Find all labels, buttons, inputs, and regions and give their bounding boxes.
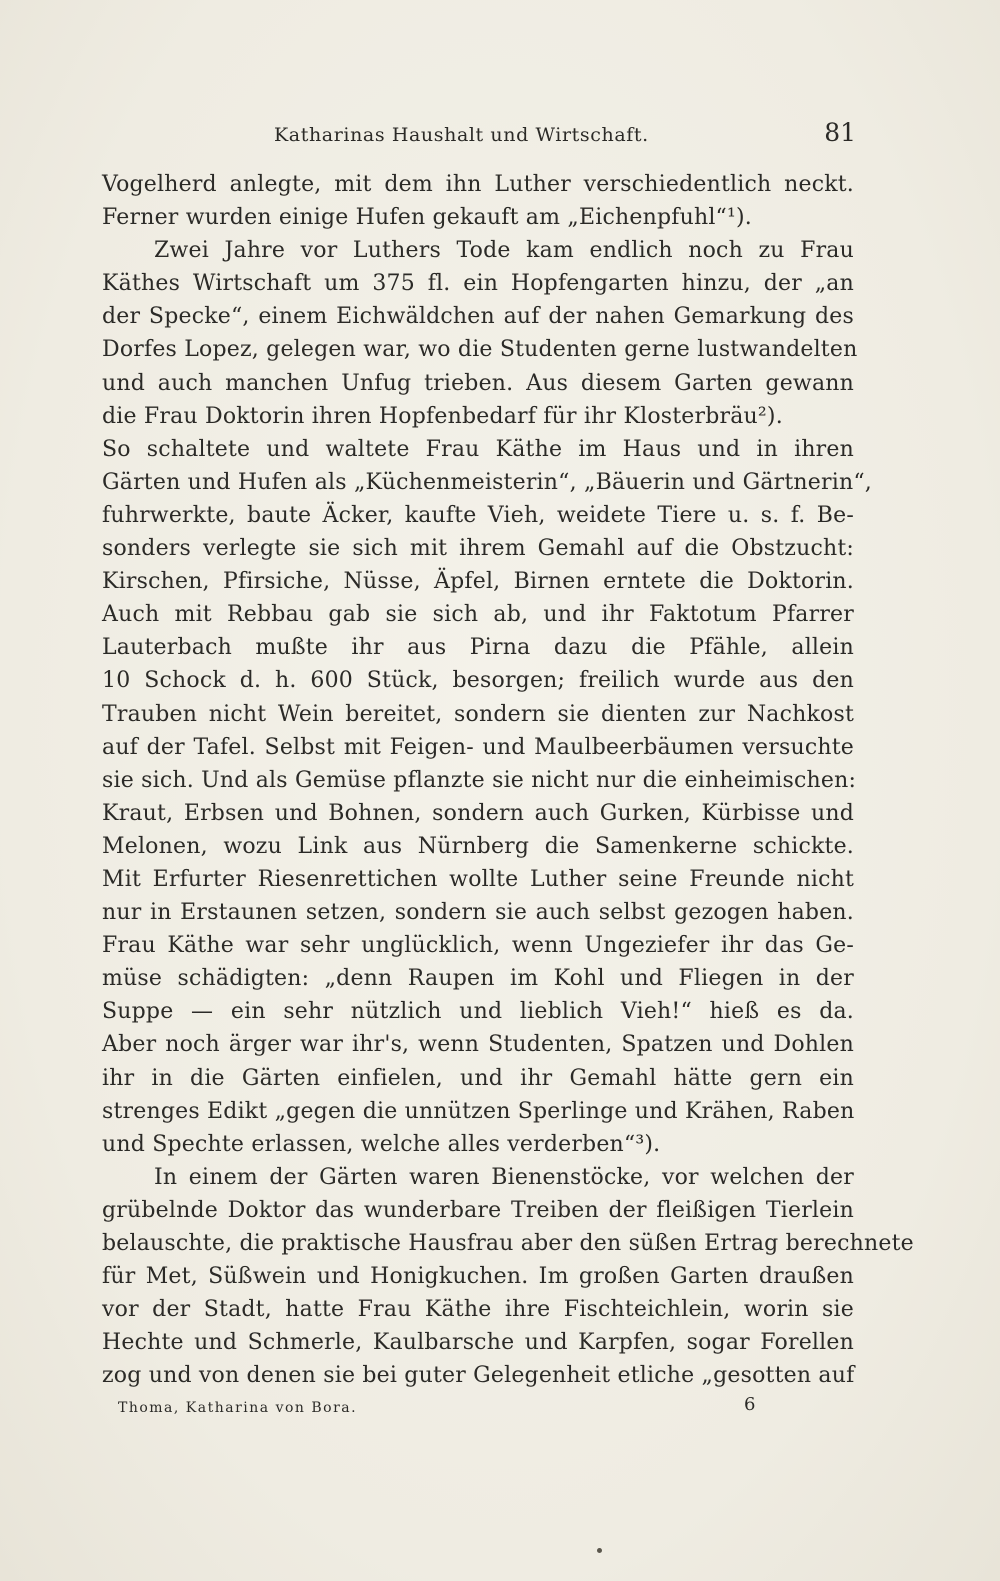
text-line: Mit Erfurter Riesenrettichen wollte Luther seine Freunde nicht [102,866,854,892]
text-line: müse schädigten: „denn Raupen im Kohl und Fliegen in der [102,966,854,992]
text-line: Auch mit Rebbau gab sie sich ab, und ihr Faktotum Pfarrer [102,602,854,628]
text-line: strenges Edikt „gegen die unnützen Sperlinge und Krähen, Raben [102,1098,855,1124]
text-line: belauschte, die praktische Hausfrau aber den süßen Ertrag berechnete [102,1231,914,1256]
running-title: Katharinas Haushalt und Wirtschaft. [274,124,649,146]
text-line: der Specke“, einem Eichwäldchen auf der nahen Gemarkung des [102,304,854,330]
text-line: fuhrwerkte, baute Äcker, kaufte Vieh, weidete Tiere u. s. f. Be- [102,502,854,528]
text-line: auf der Tafel. Selbst mit Feigen- und Maulbeerbäumen versuchte [102,734,854,760]
text-line: Hechte und Schmerle, Kaulbarsche und Karpfen, sogar Forellen [102,1330,854,1356]
text-line: Melonen, wozu Link aus Nürnberg die Samenkerne schickte. [102,833,854,859]
text-line: sie sich. Und als Gemüse pflanzte sie nicht nur die einheimischen: [102,767,857,793]
text-line: ihr in die Gärten einfielen, und ihr Gemahl hätte gern ein [102,1065,854,1091]
text-line: Ferner wurden einige Hufen gekauft am „Eichenpfuhl“¹). [102,205,752,231]
text-line: Gärten und Hufen als „Küchenmeisterin“, „Bäuerin und Gärtnerin“, [102,469,872,495]
ink-speck [597,1548,602,1553]
text-line: und Spechte erlassen, welche alles verderben“³). [102,1131,661,1157]
text-line: zog und von denen sie bei guter Gelegenheit etliche „gesotten auf [102,1363,855,1389]
text-line: sonders verlegte sie sich mit ihrem Gemahl auf die Obstzucht: [102,536,854,562]
text-line: Suppe — ein sehr nützlich und lieblich Vieh!“ hieß es da. [102,999,854,1025]
text-line: Trauben nicht Wein bereitet, sondern sie dienten zur Nachkost [102,701,854,727]
text-line: die Frau Doktorin ihren Hopfenbedarf für ihr Klosterbräu²). [102,403,783,429]
sheet-number: 6 [744,1394,756,1415]
text-line: Kraut, Erbsen und Bohnen, sondern auch Gurken, Kürbisse und [102,800,854,826]
text-line: Lauterbach mußte ihr aus Pirna dazu die Pfähle, allein [102,635,854,661]
text-line: Dorfes Lopez, gelegen war, wo die Studenten gerne lustwandelten [102,337,858,363]
text-line: nur in Erstaunen setzen, sondern sie auch selbst gezogen haben. [102,900,854,926]
text-line: Käthes Wirtschaft um 375 fl. ein Hopfengarten hinzu, der „an [102,271,854,297]
signature-mark: Thoma, Katharina von Bora. [118,1400,358,1416]
text-line: grübelnde Doktor das wunderbare Treiben der fleißigen Tierlein [102,1197,854,1223]
running-head [104,118,856,154]
text-line: In einem der Gärten waren Bienenstöcke, vor welchen der [154,1164,854,1190]
text-line: Kirschen, Pfirsiche, Nüsse, Äpfel, Birnen erntete die Doktorin. [102,569,854,595]
text-line: Vogelherd anlegte, mit dem ihn Luther verschiedentlich neckt. [102,172,854,197]
body-text [102,168,914,1392]
text-line: und auch manchen Unfug trieben. Aus diesem Garten gewann [102,370,854,396]
text-line: 10 Schock d. h. 600 Stück, besorgen; freilich wurde aus den [102,668,854,694]
text-line: für Met, Süßwein und Honigkuchen. Im großen Garten draußen [102,1264,854,1290]
text-line: So schaltete und waltete Frau Käthe im Haus und in ihren [102,436,854,462]
text-line: Zwei Jahre vor Luthers Tode kam endlich noch zu Frau [154,238,854,264]
text-line: Frau Käthe war sehr unglücklich, wenn Ungeziefer ihr das Ge- [102,933,854,959]
page-footer [118,1394,768,1424]
text-line: Aber noch ärger war ihr's, wenn Studenten, Spatzen und Dohlen [102,1032,854,1058]
text-line: vor der Stadt, hatte Frau Käthe ihre Fischteichlein, worin sie [102,1297,854,1323]
page-number: 81 [824,118,856,147]
